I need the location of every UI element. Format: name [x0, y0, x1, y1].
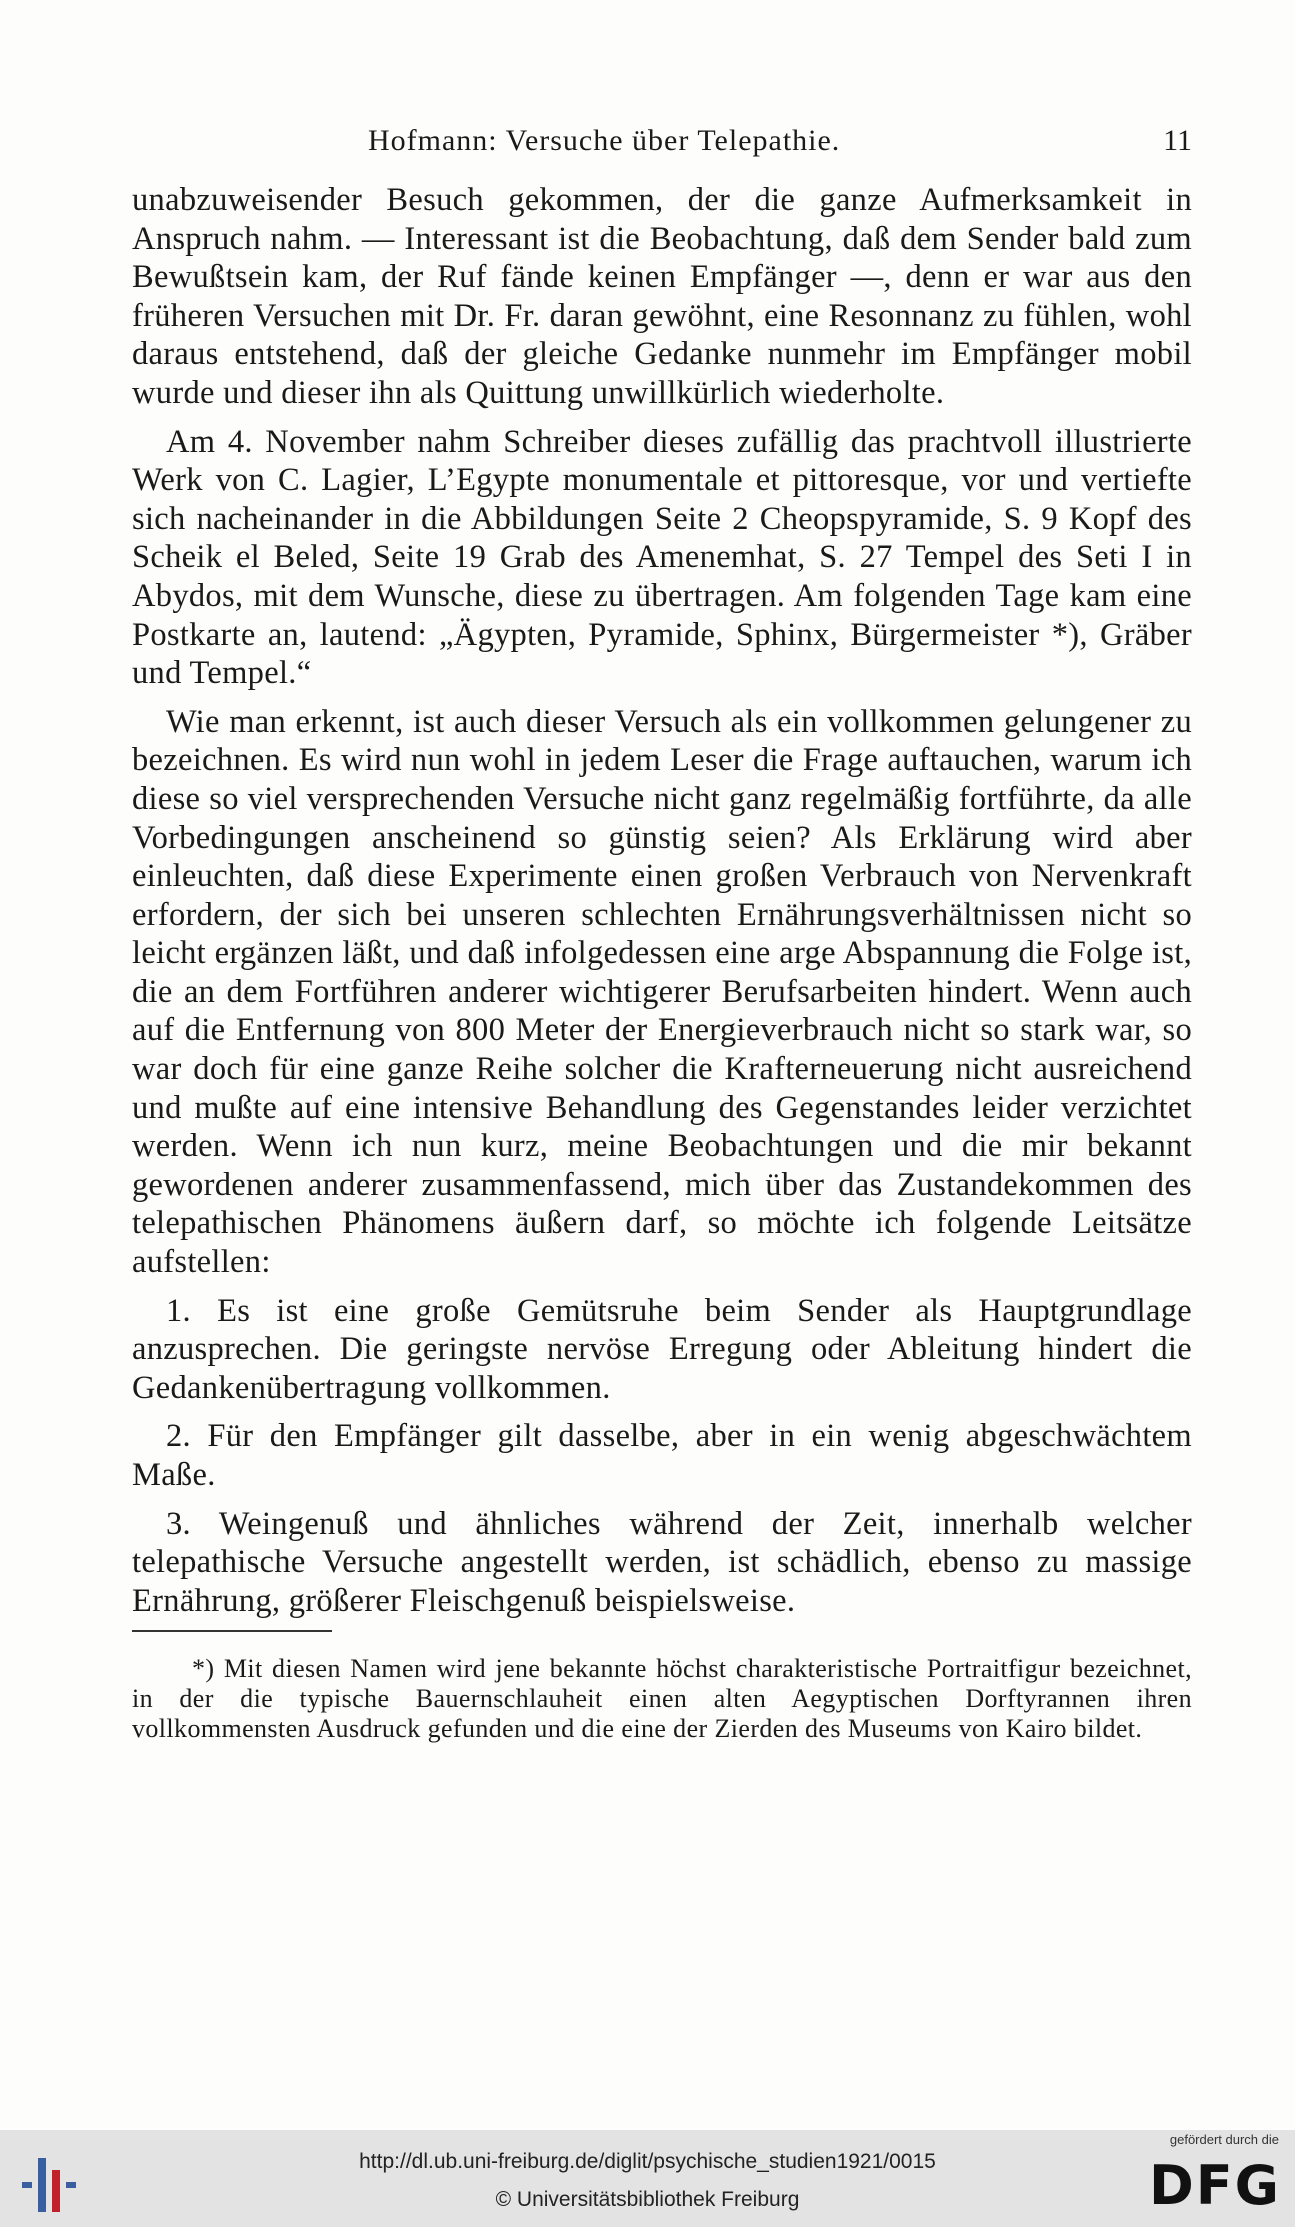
paragraph-1: unabzuweisender Besuch gekommen, der die ganze Aufmerksamkeit in Anspruch nahm. — Interessant ist die Beobachtung, daß dem Sender bald zum Bewußtsein kam, der Ruf fände keinen Empfänger —, denn er war aus den früheren Versuchen mit Dr. Fr. daran gewöhnt, eine Resonnanz zu fühlen, wohl daraus entstehend, daß der gleiche Gedanke nunmehr im Empfänger mobil wurde und dieser ihn als Quittung unwillkürlich wiederholte.: [132, 182, 1192, 411]
dfg-logo: DFG: [1148, 2154, 1281, 2217]
body-text: [132, 181, 1192, 1744]
guideline-2: 2. Für den Empfänger gilt dasselbe, aber in ein wenig abgeschwächtem Maße.: [132, 1418, 1192, 1493]
page-header: [132, 124, 1192, 168]
guideline-1: 1. Es ist eine große Gemütsruhe beim Sender als Hauptgrundlage anzusprechen. Die geringste nervöse Erregung oder Ableitung hindert die Gedankenübertragung vollkommen.: [132, 1292, 1192, 1406]
viewer-footer: [0, 2130, 1295, 2227]
running-title: Hofmann: Versuche über Telepathie.: [368, 124, 841, 157]
page-number: 11: [1163, 124, 1192, 157]
footnote: *) Mit diesen Namen wird jene bekannte höchst charakteristische Portraitfigur bezeichnet, in der die typische Bauernschlauheit einen alten Aegyptischen Dorftyrannen ihren vollkommensten Ausdruck gefunden und die eine der Zierden des Museums von Kairo bildet.: [132, 1654, 1192, 1744]
permalink-url[interactable]: http://dl.ub.uni-freiburg.de/diglit/psychische_studien1921/0015: [359, 2150, 936, 2173]
dfg-funding-note: gefördert durch die: [1169, 2132, 1279, 2147]
guideline-3: 3. Weingenuß und ähnliches während der Zeit, innerhalb welcher telepathische Versuche angestellt werden, ist schädlich, ebenso zu massige Ernährung, größerer Fleischgenuß beispielsweise.: [132, 1505, 1192, 1619]
paragraph-2: Am 4. November nahm Schreiber dieses zufällig das prachtvoll illustrierte Werk von C. Lagier, L’Egypte monumentale et pittoresque, vor und vertiefte sich nacheinander in die Abbildungen Seite 2 Cheopspyramide, S. 9 Kopf des Scheik el Beled, Seite 19 Grab des Amenemhat, S. 27 Tempel des Seti I in Abydos, mit dem Wunsche, diese zu übertragen. Am folgenden Tage kam eine Postkarte an, lautend: „Ägypten, Pyramide, Sphinx, Bürgermeister *), Gräber und Tempel.“: [132, 423, 1192, 692]
footnote-rule: [132, 1630, 332, 1632]
paragraph-3: Wie man erkennt, ist auch dieser Versuch als ein vollkommen gelungener zu bezeichnen. Es wird nun wohl in jedem Leser die Frage auftauchen, warum ich diese so viel versprechenden Versuche nicht ganz regelmäßig fortführte, da alle Vorbedingungen anscheinend so günstig seien? Als Erklärung wird aber einleuchten, daß diese Experimente einen großen Verbrauch von Nervenkraft erfordern, der sich bei unseren schlechten Ernährungsverhältnissen nicht so leicht ergänzen läßt, und daß infolgedessen eine arge Abspannung die Folge ist, die an dem Fortführen anderer wichtigerer Berufsarbeiten hindert. Wenn auch auf die Entfernung von 800 Meter der Energieverbrauch nicht so stark war, so war doch für eine ganze Reihe solcher die Krafterneuerung nicht ausreichend und mußte auf eine intensive Behandlung des Gegenstandes leider verzichtet werden. Wenn ich nun kurz, meine Beobachtungen und die mir bekannt gewordenen anderer zusammenfassend, mich über das Zustandekommen des telepathischen Phänomens äußern darf, so möchte ich folgende Leitsätze aufstellen:: [132, 703, 1192, 1281]
copyright-text: © Universitätsbibliothek Freiburg: [495, 2188, 800, 2211]
